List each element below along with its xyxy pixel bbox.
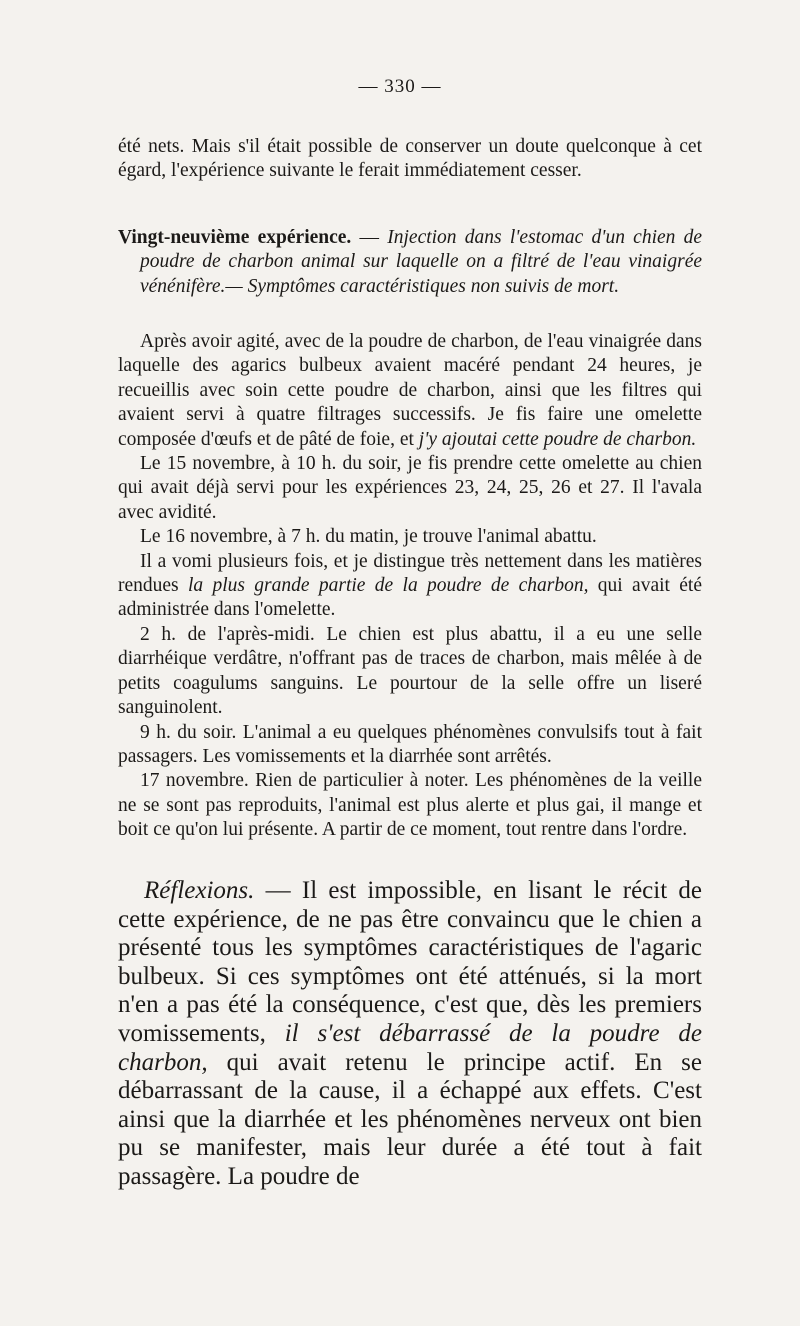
opening-paragraph xyxy=(118,135,702,184)
paragraph-text: Après avoir agité, avec de la poudre de charbon, de l'eau vinaigrée dans laquelle des agarics bulbeux avaient macéré pendant 24 heures, je recueillis avec soin cette poudre de charbon, ainsi que les filtres qui avaient servi à quatre filtrages successifs. Je fis faire une omelette composée d'œufs et de pâté de foie, et xyxy=(118,331,702,450)
paragraph-vomit xyxy=(118,550,702,623)
paragraph-nov16: Le 16 novembre, à 7 h. du matin, je trouve l'animal abattu. xyxy=(140,526,597,548)
paragraph-nov15: Le 15 novembre, à 10 h. du soir, je fis prendre cette omelette au chien qui avait déjà servi pour les expériences 23, 24, 25, 26 et 27. Il l'avala avec avidité. xyxy=(118,453,702,523)
heading-title: Vingt-neuvième expérience. xyxy=(118,227,352,248)
page-number: — 330 — xyxy=(358,76,442,97)
paragraph-emphasis: la plus grande partie de la poudre de charbon, xyxy=(187,575,589,597)
paragraph-evening: 9 h. du soir. L'animal a eu quelques phénomènes convulsifs tout à fait passagers. Les vomissements et la diarrhée sont arrêtés. xyxy=(118,721,702,767)
reflexions-label: Réflexions. xyxy=(144,877,255,904)
reflexions-text: — Il est impossible, en lisant le récit de cette expérience, de ne pas être convaincu que le chien a présenté tous les symptômes caractéristiques de l'agaric bulbeux. Si ces symptômes ont été atténués, si la mort n'en a pas été la conséquence, c'est que, dès les premiers vomissements, xyxy=(118,877,702,1047)
experiment-heading xyxy=(118,226,702,299)
reflexions-paragraph xyxy=(118,877,702,1192)
paragraph-preparation xyxy=(118,330,702,452)
reflexions-emphasis: il s'est débarrassé de la poudre de charbon, xyxy=(118,1019,702,1076)
heading-dash: — xyxy=(351,227,388,248)
paragraph-emphasis: j'y ajoutai cette poudre de charbon. xyxy=(418,428,697,450)
reflexions-text-end: qui avait retenu le principe actif. En se débarrassant de la cause, il a échappé aux effets. C'est ainsi que la diarrhée et les phénomènes nerveux ont bien pu se manifester, mais leur durée a été tout à fait passagère. La poudre de xyxy=(118,1048,702,1190)
experiment-body xyxy=(118,330,702,843)
paragraph-text: qui avait été administrée dans l'omelette. xyxy=(118,575,702,621)
heading-subtitle: Injection dans l'estomac d'un chien de poudre de charbon animal sur laquelle on a filtré de l'eau vinaigrée vénénifère.— Symptômes caractéristiques non suivis de mort. xyxy=(140,227,703,297)
paragraph-nov17: 17 novembre. Rien de particulier à noter. Les phénomènes de la veille ne se sont pas reproduits, l'animal est plus alerte et plus gai, il mange et boit ce qu'on lui présente. A partir de ce moment, tout rentre dans l'ordre. xyxy=(118,770,702,841)
paragraph-text: Il a vomi plusieurs fois, et je distingue très nettement dans les matières rendues xyxy=(118,550,702,597)
heading-paragraph xyxy=(118,226,702,299)
reflexions-section xyxy=(118,877,702,1192)
opening-text: été nets. Mais s'il était possible de conserver un doute quelconque à cet égard, l'expérience suivante le ferait immédiatement cesser. xyxy=(118,136,702,182)
paragraph-afternoon: 2 h. de l'après-midi. Le chien est plus abattu, il a eu une selle diarrhéique verdâtre, n'offrant pas de traces de charbon, mais mêlée à de petits coagulums sanguins. Le pourtour de la selle offre un liseré sanguinolent. xyxy=(118,623,702,719)
